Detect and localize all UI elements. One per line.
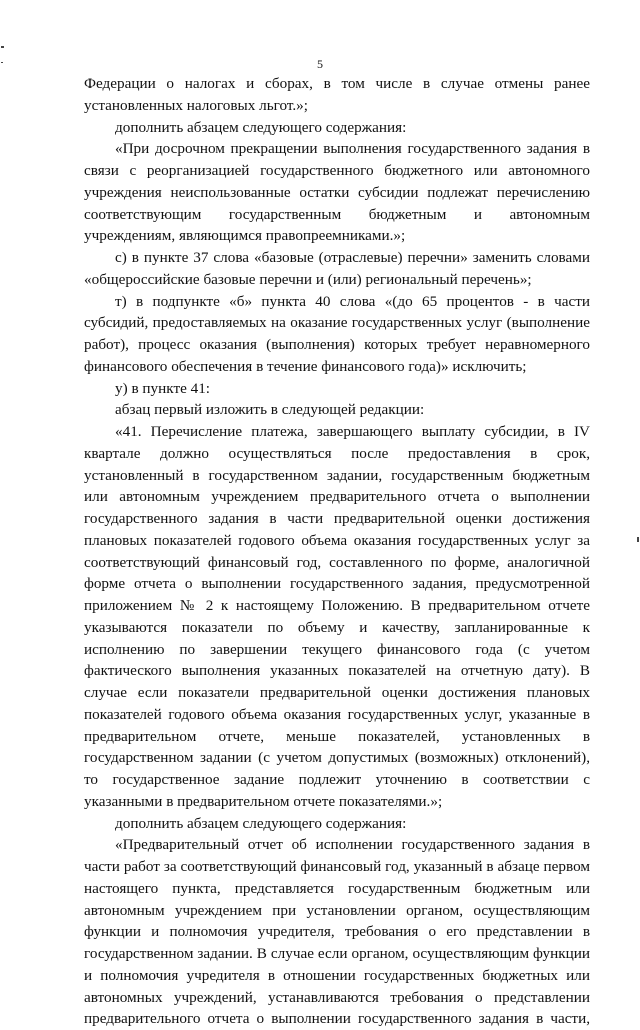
text-line: то государственное задание подлежит уточнению в соответствии с [84,771,590,788]
text-line: Федерации о налогах и сборах, в том числе в случае отмены ранее [84,75,590,92]
text-line: дополнить абзацем следующего содержания: [115,118,407,136]
text-line: учреждения неиспользованные остатки субсидии подлежат перечислению [84,183,590,201]
page-number: 5 [317,57,323,71]
document-body [84,73,590,1030]
text-line: указанными в предварительном отчете показателями.»; [84,792,443,810]
text-line: «Предварительный отчет об исполнении государственного задания в [115,836,590,854]
text-line: и полномочия учредителя в отношении государственных бюджетных или [84,966,590,984]
text-line: настоящего пункта, представляется государственным бюджетным или [84,879,590,897]
text-line: приложением № 2 к настоящему Положению. В предварительном отчете [84,597,590,614]
text-line: показателей годового объема оказания государственных услуг, указанные в [84,705,590,723]
text-line: работ), процесс оказания (выполнения) которых требует неравномерного [84,336,590,353]
scan-mark-right [637,537,639,542]
text-line: финансового обеспечения в течение финансового года)» исключить; [84,357,527,375]
text-line: фактического выполнения указанных показателей на отчетную дату). В [84,662,590,680]
text-line: соответствующий финансовый год, составленного по форме, аналогичной [84,553,590,571]
text-line: учреждениям, являющимся правопреемниками.»; [84,227,406,245]
text-line: с) в пункте 37 слова «базовые (отраслевые) перечни» заменить словами [115,249,590,266]
text-line: установленный в государственном задании, государственным бюджетным [84,466,590,484]
text-line: государственного задания в части предварительной оценки достижения [84,510,590,527]
text-line: государственном задании. В случае если органом, осуществляющим функции [84,945,590,962]
text-line: установленных налоговых льгот.»; [84,96,308,114]
text-line: у) в пункте 41: [115,379,211,397]
text-line: исполнению по завершении текущего финансового года (с учетом [84,640,590,658]
text-line: абзац первый изложить в следующей редакции: [115,401,425,419]
text-line: или автономным учреждением предварительного отчета о выполнении [84,488,590,506]
text-line: случае если показатели предварительной оценки достижения плановых [84,684,590,701]
text-line: квартале должно осуществляться после предоставления в срок, [84,444,590,462]
scan-mark-top [1,46,4,48]
text-line: функции и полномочия учредителя, требования о его представлении в [84,923,590,941]
text-line: предварительного отчета о выполнении государственного задания в части, [84,1010,590,1028]
text-line: «41. Перечисление платежа, завершающего выплату субсидии, в IV [115,423,590,440]
text-line: предварительном отчете, меньше показателей, установленных в [84,727,590,745]
text-line: указываются показатели по объему и качеству, запланированные к [84,618,590,636]
text-line: форме отчета о выполнении государственного задания, предусмотренной [84,575,590,593]
text-line: «При досрочном прекращении выполнения государственного задания в [115,140,590,158]
text-line: государственном задании (с учетом допустимых (возможных) отклонений), [84,749,590,767]
text-line: «общероссийские базовые перечни и (или) региональный перечень»; [84,270,532,288]
text-line: дополнить абзацем следующего содержания: [115,814,407,832]
text-line: связи с реорганизацией государственного бюджетного или автономного [84,162,590,179]
text-line: субсидий, предоставляемых на оказание государственных услуг (выполнение [84,314,590,332]
text-line: т) в подпункте «б» пункта 40 слова «(до 65 процентов - в части [115,292,590,310]
text-line: автономных учреждений, устанавливаются требования о представлении [84,988,590,1006]
text-line: части работ за соответствующий финансовый год, указанный в абзаце первом [84,858,590,875]
text-line: плановых показателей годового объема оказания государственных услуг за [84,531,590,549]
text-line: автономным учреждением при установлении органом, осуществляющим [84,901,590,919]
text-line: соответствующим государственным бюджетным и автономным [84,205,590,223]
